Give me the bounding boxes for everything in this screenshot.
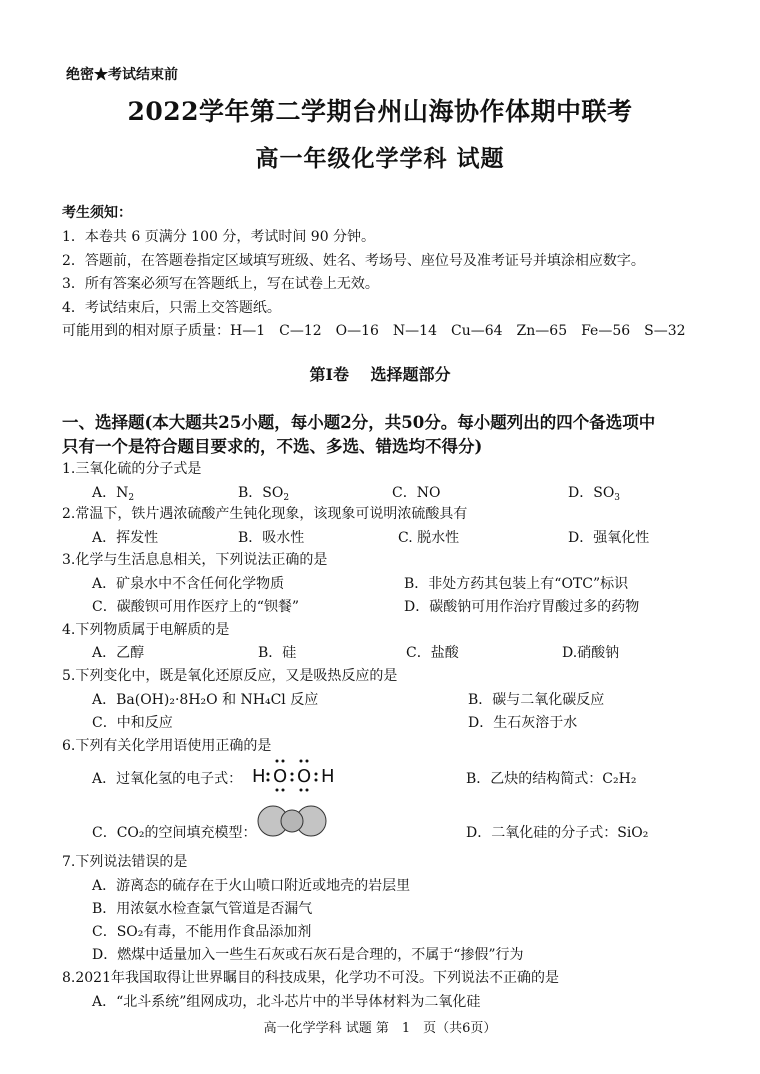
option-c: C．SO₂有毒，不能用作食品添加剂 xyxy=(92,924,312,940)
option-b: B．乙炔的结构简式：C₂H₂ xyxy=(466,771,637,787)
svg-text:H: H xyxy=(252,766,266,787)
svg-text:O: O xyxy=(273,766,288,787)
option-d: D．燃煤中适量加入一些生石灰或石灰石是合理的，不属于“掺假”行为 xyxy=(92,947,524,963)
option-d: D．$SO_3$ xyxy=(568,485,621,503)
option-a: A．乙醇 xyxy=(92,645,145,661)
option-d: D．碳酸钠可用作治疗胃酸过多的药物 xyxy=(404,599,640,615)
option-b: B．用浓氨水检查氯气管道是否漏气 xyxy=(92,901,313,917)
question-stem: 4.下列物质属于电解质的是 xyxy=(62,622,230,638)
option-c: C．NO xyxy=(392,485,441,501)
part-title: 第Ⅰ卷 选择题部分 xyxy=(309,365,451,384)
confidential-label: 绝密★考试结束前 xyxy=(66,67,178,83)
exam-title: 2022学年第二学期台州山海协作体期中联考 xyxy=(127,97,633,126)
question-stem: 2.常温下，铁片遇浓硫酸产生钝化现象，该现象可说明浓硫酸具有 xyxy=(62,506,468,522)
electron-formula-h2o2 xyxy=(252,752,344,800)
option-a: A．矿泉水中不含任何化学物质 xyxy=(92,576,285,592)
option-d: D．二氧化硅的分子式：SiO₂ xyxy=(466,825,649,841)
option-a: A．Ba(OH)₂·8H₂O 和 NH₄Cl 反应 xyxy=(92,692,319,708)
notice-item: 1．本卷共 6 页满分 100 分，考试时间 90 分钟。 xyxy=(62,229,376,245)
option-b: B．碳与二氧化碳反应 xyxy=(468,692,605,708)
section-heading: 一、选择题(本大题共25小题，每小题2分，共50分。每小题列出的四个备选项中 xyxy=(62,413,656,432)
option-b: B．硅 xyxy=(258,645,297,661)
option-c: C．中和反应 xyxy=(92,715,173,731)
option-b: B．$SO_2$ xyxy=(238,485,290,503)
option-a: A．游离态的硫存在于火山喷口附近或地壳的岩层里 xyxy=(92,878,411,894)
option-c: C．CO₂的空间填充模型： xyxy=(92,825,257,841)
section-heading: 只有一个是符合题目要求的，不选、多选、错选均不得分) xyxy=(62,437,483,456)
option-a: A．“北斗系统”组网成功，北斗芯片中的半导体材料为二氧化硅 xyxy=(92,994,481,1010)
option-d: D．生石灰溶于水 xyxy=(468,715,578,731)
question-stem: 5.下列变化中，既是氧化还原反应，又是吸热反应的是 xyxy=(62,668,398,684)
atomic-masses: 可能用到的相对原子质量：H—1 C—12 O—16 N—14 Cu—64 Zn—65 Fe—56 S—32 xyxy=(62,323,686,339)
option-a: A．$N_2$ xyxy=(92,485,135,503)
option-b: B．非处方药其包装上有“OTC”标识 xyxy=(404,576,629,592)
co2-space-filling-model xyxy=(256,804,330,842)
option-c: C. 脱水性 xyxy=(398,530,460,546)
notice-item: 4．考试结束后，只需上交答题纸。 xyxy=(62,300,281,316)
question-stem: 8.2021年我国取得让世界瞩目的科技成果，化学功不可没。下列说法不正确的是 xyxy=(62,970,559,986)
question-stem: 7.下列说法错误的是 xyxy=(62,854,188,870)
question-stem: 1.三氧化硫的分子式是 xyxy=(62,461,202,477)
option-d: D.硝酸钠 xyxy=(562,645,620,661)
svg-text:H: H xyxy=(321,766,335,787)
option-c: C．碳酸钡可用作医疗上的“钡餐” xyxy=(92,599,300,615)
option-b: B．吸水性 xyxy=(238,530,305,546)
option-a: A．过氧化氢的电子式： xyxy=(92,771,243,787)
notice-item: 2．答题前，在答题卷指定区域填写班级、姓名、考场号、座位号及准考证号并填涂相应数字。 xyxy=(62,253,645,269)
notice-item: 3．所有答案必须写在答题纸上，写在试卷上无效。 xyxy=(62,276,379,292)
svg-text:O: O xyxy=(297,766,312,787)
page-footer: 高一化学学科 试题 第 1 页（共6页） xyxy=(263,1021,497,1036)
option-d: D．强氧化性 xyxy=(568,530,650,546)
question-stem: 3.化学与生活息息相关，下列说法正确的是 xyxy=(62,552,328,568)
notice-heading: 考生须知： xyxy=(62,205,132,221)
exam-subtitle: 高一年级化学学科 试题 xyxy=(255,145,505,172)
option-a: A．挥发性 xyxy=(92,530,159,546)
question-stem: 6.下列有关化学用语使用正确的是 xyxy=(62,738,272,754)
option-c: C．盐酸 xyxy=(406,645,459,661)
